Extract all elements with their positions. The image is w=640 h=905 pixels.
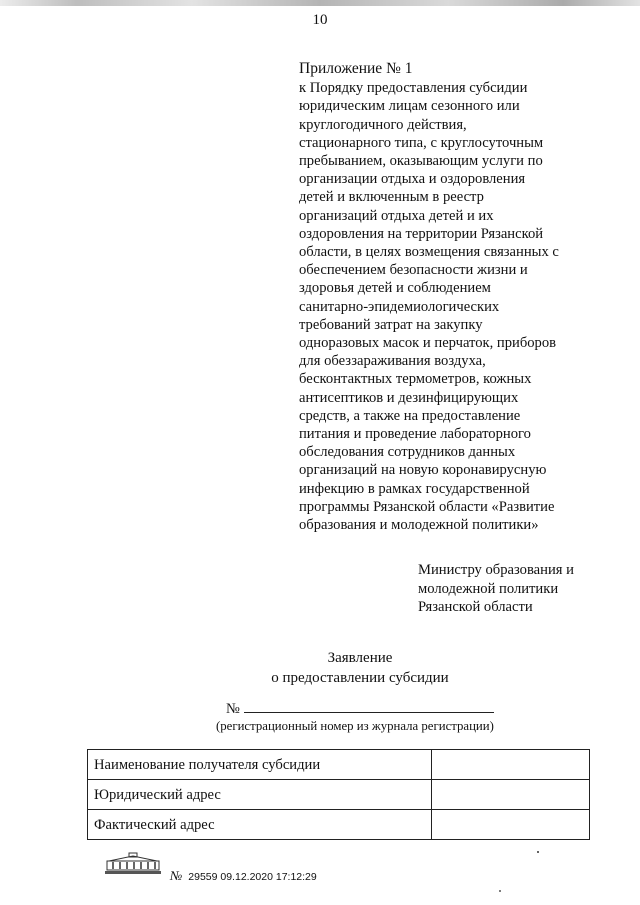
- table-row: [88, 780, 590, 810]
- row-value-cell[interactable]: [432, 810, 590, 840]
- heading-title: Заявление: [327, 650, 393, 666]
- appendix-block: [299, 60, 589, 534]
- registration-note: (регистрационный номер из журнала регистрации): [216, 719, 494, 733]
- registration-number-field: [226, 700, 506, 718]
- addressee: Министру образования и молодежной политики Рязанской области: [418, 562, 574, 615]
- scan-speck: [537, 851, 539, 853]
- document-heading: [0, 648, 640, 688]
- row-label: Фактический адрес: [88, 810, 432, 840]
- registration-stamp: [170, 868, 317, 884]
- row-label: Юридический адрес: [88, 780, 432, 810]
- row-value-cell[interactable]: [432, 750, 590, 780]
- row-value-cell[interactable]: [432, 780, 590, 810]
- row-label: Наименование получателя субсидии: [88, 750, 432, 780]
- scan-speck: [499, 890, 501, 892]
- number-sign: №: [226, 701, 240, 717]
- appendix-text: к Порядку предоставления субсидии юридическим лицам сезонного или круглогодичного действия, стационарного типа, с круглосуточным пребыванием, оказывающим услуги по организации отдыха и оздоровления детей и включенным в реестр организаций отдыха детей и их оздоровления на территории Рязанской области, в целях возмещения связанных с обеспечением безопасности жизни и здоровья детей и соблюдением санитарно-эпидемиологических требований затрат на закупку одноразовых масок и перчаток, приборов для обеззараживания воздуха, бесконтактных термометров, кожных антисептиков и дезинфицирующих средств, а также на предоставление питания и проведение лабораторного обследования сотрудников данных организаций на новую коронавирусную инфекцию в рамках государственной программы Рязанской области «Развитие образования и молодежной политики»: [299, 80, 559, 534]
- page-number: 10: [312, 12, 328, 28]
- appendix-title: Приложение № 1: [299, 60, 413, 77]
- table-row: [88, 750, 590, 780]
- scan-edge-artifact: [0, 0, 640, 6]
- registration-mark: №: [170, 868, 183, 883]
- heading-subtitle: о предоставлении субсидии: [271, 670, 449, 686]
- registration-number-blank[interactable]: [244, 700, 494, 713]
- government-building-stamp-icon: [103, 852, 163, 881]
- recipient-table: [87, 749, 590, 840]
- registration-text: 29559 09.12.2020 17:12:29: [188, 871, 317, 883]
- table-row: [88, 810, 590, 840]
